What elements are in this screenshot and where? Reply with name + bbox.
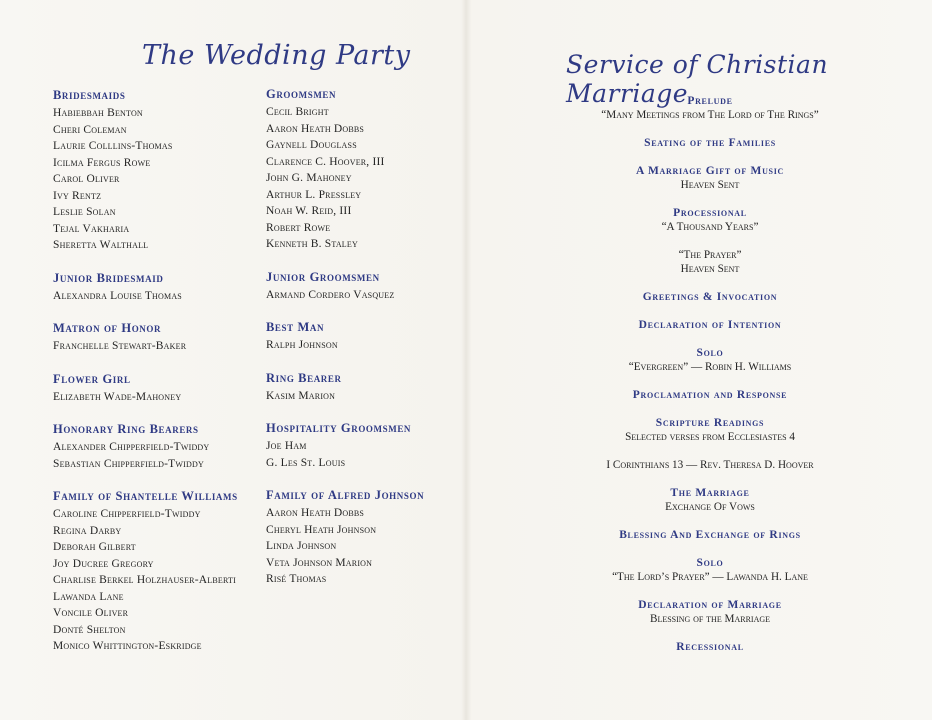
party-group-heading: Groomsmen [266,87,337,101]
service-item [560,640,860,654]
party-member-name: Monico Whittington-Eskridge [53,640,202,652]
party-group-junior-bridesmaid [53,271,258,305]
service-item [560,136,860,150]
service-item-detail: “Many Meetings from The Lord of The Rings” [601,109,819,121]
service-item-heading: A Marriage Gift of Music [636,165,784,177]
service-item-heading: Scripture Readings [655,417,765,429]
service-item [560,388,860,402]
party-group-bridesmaids [53,88,258,254]
party-group-heading: Family of Shantelle Williams [53,489,238,503]
party-group-groomsmen [266,87,466,253]
service-item-detail: Exchange Of Vows [665,501,755,513]
party-group-honorary-ring-bearers [53,422,258,472]
service-item [560,528,860,542]
service-item-detail: “Evergreen” — Robin H. Williams [628,361,792,373]
party-group-heading: Flower Girl [53,371,131,386]
party-group-heading: Matron of Honor [53,321,162,335]
party-member-name: Arthur L. Pressley [266,188,362,201]
party-member-name: Laurie Colllins-Thomas [53,140,173,152]
service-item-detail: Heaven Sent [680,263,740,275]
party-group-heading: Honorary Ring Bearers [53,422,199,436]
party-group-heading: Junior Groomsmen [266,269,380,284]
party-member-name: Alexandra Louise Thomas [53,289,182,302]
party-member-name: Robert Rowe [266,221,331,234]
order-of-service [560,94,860,668]
party-member-name: Risé Thomas [266,573,327,585]
wedding-party-title: The Wedding Party [142,40,411,71]
service-item-heading: The Marriage [670,487,750,499]
party-group-hospitality-groomsmen [266,421,466,471]
party-group-heading: Junior Bridesmaid [53,270,164,285]
service-item [560,598,860,626]
party-member-name: Joe Ham [266,440,307,452]
party-group-heading: Hospitality Groomsmen [266,421,412,435]
wedding-party-column-left [53,88,258,672]
party-member-name: Donté Shelton [53,623,126,636]
party-member-name: Franchelle Stewart-Baker [53,340,187,352]
party-group-family-of-alfred-johnson [266,488,466,588]
party-member-name: Clarence C. Hoover, III [266,155,385,168]
party-group-best-man [266,320,466,354]
party-member-name: Cheri Coleman [53,123,127,136]
service-item-detail: “The Prayer” [678,249,742,261]
service-title: Service of Christian Marriage [566,50,829,108]
party-member-name: Deborah Gilbert [53,541,136,553]
party-group-family-of-shantelle-williams [53,489,258,655]
service-item-heading: Seating of the Families [644,137,776,149]
party-group-heading: Best Man [266,320,325,334]
party-member-name: Caroline Chipperfield-Twiddy [53,508,201,520]
service-item-detail: “A Thousand Years” [661,221,759,233]
party-member-name: Sheretta Walthall [53,239,149,251]
party-member-name: Voncile Oliver [53,607,129,619]
service-item-heading: Recessional [676,641,744,653]
service-item-heading: Declaration of Intention [638,319,782,331]
party-group-heading: Bridesmaids [53,88,126,102]
party-member-name: John G. Mahoney [266,172,352,184]
party-member-name: Ralph Johnson [266,339,338,351]
service-item-heading: Solo [696,557,724,569]
party-member-name: Cheryl Heath Johnson [266,523,377,536]
service-item-heading: Blessing And Exchange of Rings [619,529,801,541]
party-member-name: Carol Oliver [53,173,120,185]
party-group-ring-bearer [266,371,466,405]
service-item-heading: Declaration of Marriage [638,599,782,611]
service-item [560,458,860,472]
party-group-heading: Ring Bearer [266,370,342,385]
party-member-name: Aaron Heath Dobbs [266,122,365,135]
party-member-name: Elizabeth Wade-Mahoney [53,390,182,403]
party-member-name: Lawanda Lane [53,590,124,603]
party-member-name: Joy Ducree Gregory [53,557,154,570]
party-member-name: Veta Johnson Marion [266,556,373,569]
service-item-detail: I Corinthians 13 — Rev. Theresa D. Hoover [606,459,814,471]
party-member-name: Leslie Solan [53,206,116,218]
party-member-name: Sebastian Chipperfield-Twiddy [53,457,204,470]
service-item-detail: Heaven Sent [680,179,740,191]
service-item [560,318,860,332]
service-item-heading: Greetings & Invocation [642,291,778,303]
service-item-heading: Prelude [687,95,733,107]
service-item-heading: Solo [696,347,724,359]
party-group-heading: Family of Alfred Johnson [266,488,425,502]
party-member-name: Gaynell Douglass [266,139,357,151]
party-member-name: Habiebbah Benton [53,107,143,119]
party-member-name: Linda Johnson [266,540,337,552]
wedding-party-column-right [266,87,466,605]
service-item [560,556,860,584]
party-member-name: G. Les St. Louis [266,456,346,469]
party-member-name: Tejal Vakharia [53,222,130,235]
service-item [560,290,860,304]
service-item [560,416,860,444]
service-item [560,94,860,122]
party-member-name: Kasim Marion [266,389,336,402]
party-group-junior-groomsmen [266,270,466,304]
party-member-name: Cecil Bright [266,106,329,118]
service-item [560,164,860,192]
party-member-name: Aaron Heath Dobbs [266,507,365,519]
service-item-detail: Blessing of the Marriage [649,613,771,625]
service-item-detail: Selected verses from Ecclesiastes 4 [625,431,795,443]
service-item [560,346,860,374]
party-group-matron-of-honor [53,321,258,355]
party-member-name: Icilma Fergus Rowe [53,156,151,169]
service-item-heading: Processional [673,207,747,219]
party-group-flower-girl [53,372,258,406]
service-item [560,248,860,276]
party-member-name: Alexander Chipperfield-Twiddy [53,441,210,453]
service-item [560,486,860,514]
party-member-name: Armand Cordero Vasquez [266,288,395,301]
service-item [560,206,860,234]
party-member-name: Ivy Rentz [53,189,102,202]
party-member-name: Regina Darby [53,524,122,537]
party-member-name: Kenneth B. Staley [266,238,358,250]
service-item-heading: Proclamation and Response [632,389,788,401]
party-member-name: Charlise Berkel Holzhauser-Alberti [53,574,236,586]
party-member-name: Noah W. Reid, III [266,205,352,217]
service-item-detail: “The Lord’s Prayer” — Lawanda H. Lane [612,571,808,583]
